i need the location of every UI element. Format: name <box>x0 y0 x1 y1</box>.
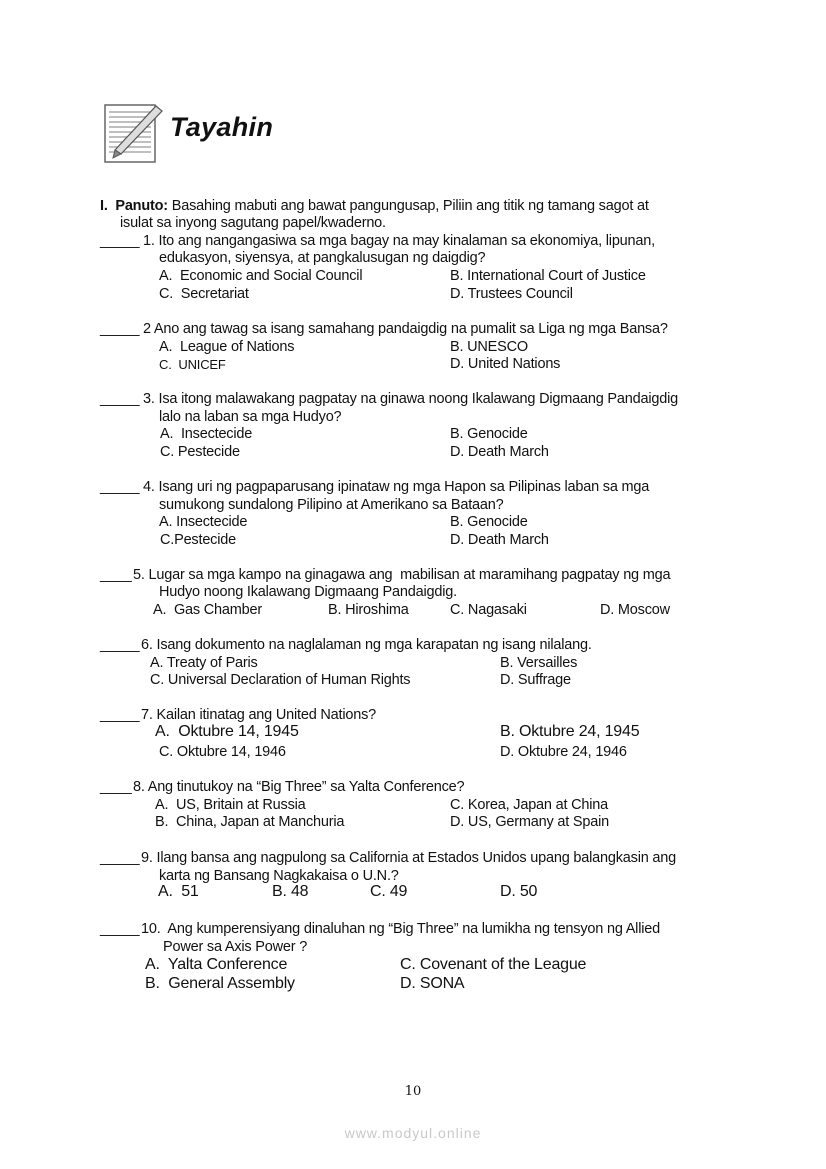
question-text: 9. Ilang bansa ang nagpulong sa California at Estados Unidos upang balangkasin ang <box>141 850 677 866</box>
answer-blank: _____ <box>100 707 140 723</box>
question-text: Power sa Axis Power ? <box>163 939 308 955</box>
option: B. Genocide <box>450 514 528 530</box>
instructions-text: Basahing mabuti ang bawat pangungusap, Piliin ang titik ng tamang sagot at <box>167 198 649 214</box>
answer-blank: _____ <box>100 921 140 937</box>
question-text: 1. Ito ang nangangasiwa sa mga bagay na may kinalaman sa ekonomiya, lipunan, <box>143 233 655 249</box>
page-number: 10 <box>404 1084 422 1099</box>
answer-blank: _____ <box>100 850 140 866</box>
answer-blank: _____ <box>100 391 140 407</box>
option: C. Oktubre 14, 1946 <box>159 744 286 760</box>
option: D. Oktubre 24, 1946 <box>500 744 627 760</box>
option: A. Insectecide <box>160 426 253 442</box>
option: A. Oktubre 14, 1945 <box>155 723 299 740</box>
option: C. Covenant of the League <box>400 956 587 973</box>
instructions-text-2: isulat sa inyong sagutang papel/kwaderno. <box>120 215 386 231</box>
watermark: www.modyul.online <box>344 1125 482 1141</box>
option: B. UNESCO <box>450 339 528 355</box>
option: B. General Assembly <box>145 975 295 992</box>
question-text: 3. Isa itong malawakang pagpatay na ginawa noong Ikalawang Digmaang Pandaigdig <box>143 391 678 407</box>
answer-blank: _____ <box>100 233 140 249</box>
answer-blank: _____ <box>100 637 140 653</box>
question-text: 5. Lugar sa mga kampo na ginagawa ang mabilisan at maramihang pagpatay ng mga <box>133 567 671 583</box>
question-text: 10. Ang kumperensiyang dinaluhan ng “Big Three” na lumikha ng tensyon ng Allied <box>141 921 660 937</box>
option: D. 50 <box>500 883 538 900</box>
option: C. Universal Declaration of Human Rights <box>150 672 411 688</box>
option: B. China, Japan at Manchuria <box>155 814 345 830</box>
instructions <box>100 197 649 215</box>
question-text: 4. Isang uri ng pagpaparusang ipinataw ng mga Hapon sa Pilipinas laban sa mga <box>143 479 650 495</box>
answer-blank: ____ <box>100 567 132 583</box>
option: D. SONA <box>400 975 465 992</box>
option: B. International Court of Justice <box>450 268 646 284</box>
answer-blank: _____ <box>100 479 140 495</box>
question-text: 6. Isang dokumento na naglalaman ng mga karapatan ng isang nilalang. <box>141 637 592 653</box>
option: D. Trustees Council <box>450 286 573 302</box>
option: D. Death March <box>450 532 549 548</box>
option: B. Hiroshima <box>328 602 409 618</box>
option: A. Yalta Conference <box>145 956 288 973</box>
option: C. Pestecide <box>160 444 240 460</box>
option: C. Nagasaki <box>450 602 527 618</box>
option: A. US, Britain at Russia <box>155 797 306 813</box>
page-title: Tayahin <box>170 112 274 142</box>
option: B. Oktubre 24, 1945 <box>500 723 640 740</box>
option: C. UNICEF <box>159 357 226 372</box>
option: A. Gas Chamber <box>153 602 263 618</box>
option: D. Moscow <box>600 602 670 618</box>
option: B. Genocide <box>450 426 528 442</box>
question-text: sumukong sundalong Pilipino at Amerikano sa Bataan? <box>159 497 504 513</box>
question-text: lalo na laban sa mga Hudyo? <box>159 409 342 425</box>
option: B. Versailles <box>500 655 578 671</box>
option: D. United Nations <box>450 356 561 372</box>
option: C. Korea, Japan at China <box>450 797 609 813</box>
option: C.Pestecide <box>160 532 236 548</box>
option: A. League of Nations <box>159 339 295 355</box>
option: C. 49 <box>370 883 408 900</box>
option: A. Insectecide <box>159 514 248 530</box>
question-text: edukasyon, siyensya, at pangkalusugan ng daigdig? <box>159 250 486 266</box>
question-text: 2 Ano ang tawag sa isang samahang pandaigdig na pumalit sa Liga ng mga Bansa? <box>143 321 668 337</box>
option: C. Secretariat <box>159 286 249 302</box>
option: B. 48 <box>272 883 309 900</box>
option: D. Suffrage <box>500 672 571 688</box>
notepad-pencil-icon <box>104 104 164 164</box>
answer-blank: _____ <box>100 321 140 337</box>
option: A. Treaty of Paris <box>150 655 258 671</box>
option: A. Economic and Social Council <box>159 268 363 284</box>
question-text: Hudyo noong Ikalawang Digmaang Pandaigdig. <box>159 584 457 600</box>
option: A. 51 <box>158 883 199 900</box>
question-text: karta ng Bansang Nagkakaisa o U.N.? <box>159 868 399 884</box>
answer-blank: ____ <box>100 779 132 795</box>
roman-numeral: I. <box>100 198 108 214</box>
option: D. Death March <box>450 444 549 460</box>
instructions-label: Panuto: <box>115 198 168 214</box>
option: D. US, Germany at Spain <box>450 814 609 830</box>
question-text: 7. Kailan itinatag ang United Nations? <box>141 707 377 723</box>
question-text: 8. Ang tinutukoy na “Big Three” sa Yalta Conference? <box>133 779 465 795</box>
